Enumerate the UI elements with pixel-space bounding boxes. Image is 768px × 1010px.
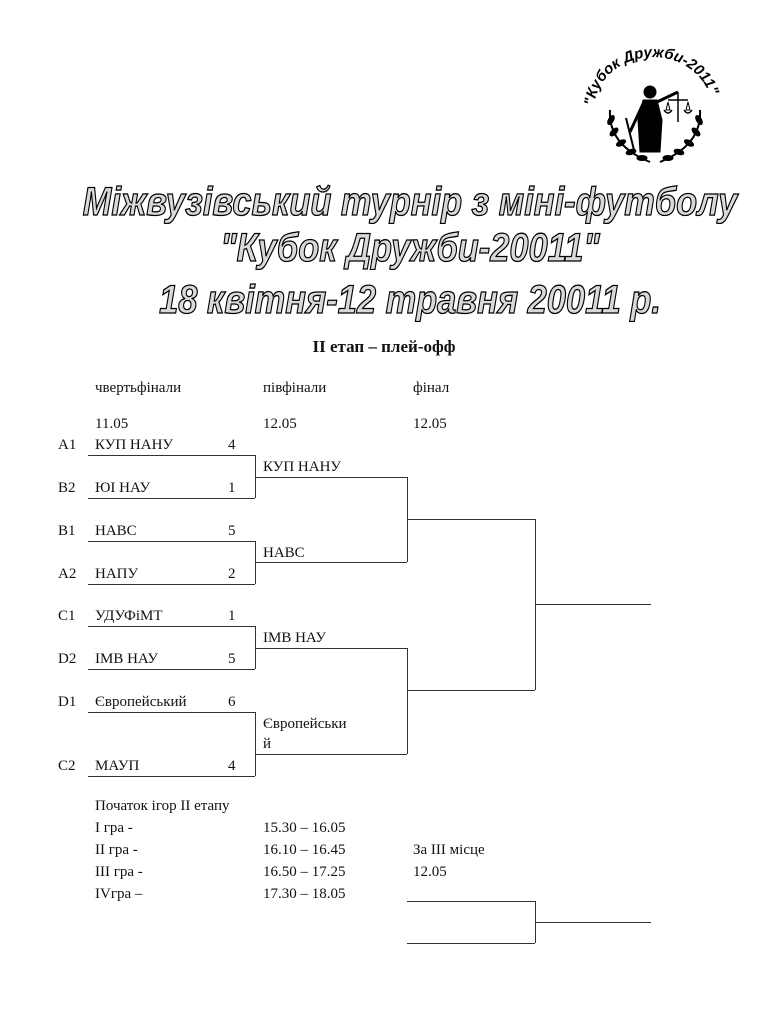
sf-team: й (263, 736, 272, 752)
qf-team: КУП НАНУ (95, 437, 174, 453)
qf-score: 1 (228, 608, 236, 624)
qf-score: 4 (228, 437, 236, 453)
schedule-game-time: 16.50 – 17.25 (263, 864, 346, 880)
bracket-line (407, 648, 408, 754)
qf-team: Європейський (95, 694, 187, 710)
schedule-game-time: 15.30 – 16.05 (263, 820, 346, 836)
column-label-quarterfinals: чвертьфінали (95, 380, 182, 396)
stage-title: ІІ етап – плей-офф (312, 337, 456, 356)
bracket-line (255, 648, 407, 649)
bracket-line (407, 943, 535, 944)
qf-seed: C2 (58, 758, 76, 774)
bracket-line (407, 519, 535, 520)
qf-seed: B2 (58, 480, 76, 496)
schedule-game-time: 16.10 – 16.45 (263, 842, 346, 858)
champion-line (535, 604, 651, 605)
schedule-title: Початок ігор ІІ етапу (95, 798, 230, 814)
schedule-game-label: І гра - (95, 820, 133, 836)
bracket-line (407, 901, 535, 902)
qf-team: НАПУ (95, 566, 139, 582)
qf-score: 4 (228, 758, 236, 774)
qf-score: 6 (228, 694, 236, 710)
column-label-semifinals: півфінали (263, 380, 327, 396)
bracket-line (88, 541, 255, 542)
qf-seed: A1 (58, 437, 77, 453)
schedule-game-label: ІІ гра - (95, 842, 138, 858)
qf-score: 1 (228, 480, 236, 496)
column-date-quarterfinals: 11.05 (95, 416, 129, 432)
qf-seed: B1 (58, 523, 76, 539)
bracket-line (88, 626, 255, 627)
schedule-game-time: 17.30 – 18.05 (263, 886, 346, 902)
themis-icon (626, 86, 692, 152)
sf-team: Європейськи (263, 716, 347, 732)
qf-team: НАВС (95, 523, 137, 539)
column-date-semifinals: 12.05 (263, 416, 297, 432)
third-place-winner-line (535, 922, 651, 923)
bracket-line (255, 754, 407, 755)
schedule-game-label: ІІІ гра - (95, 864, 143, 880)
bracket-line (88, 455, 255, 456)
bracket-line (88, 669, 255, 670)
header-line-3: 18 квітня-12 травня 20011 р. (159, 278, 661, 322)
qf-score: 5 (228, 523, 236, 539)
logo-text: "Кубок Дружби-2011" (581, 43, 723, 107)
sf-team: НАВС (263, 545, 305, 561)
column-label-final: фінал (413, 380, 450, 396)
sf-team: ІМВ НАУ (263, 630, 327, 646)
qf-score: 2 (228, 566, 236, 582)
bracket-line (255, 562, 407, 563)
header-line-1: Міжвузівський турнір з міні-футболу (82, 180, 738, 224)
bracket-line (88, 584, 255, 585)
qf-team: УДУФіМТ (95, 608, 163, 624)
bracket-line (255, 712, 256, 776)
bracket-line (88, 712, 255, 713)
bracket-line (255, 477, 407, 478)
tournament-logo (580, 40, 730, 170)
qf-seed: A2 (58, 566, 77, 582)
column-date-final: 12.05 (413, 416, 447, 432)
header-line-2: "Кубок Дружби-20011" (220, 226, 600, 270)
bracket-line (88, 498, 255, 499)
qf-team: ЮІ НАУ (95, 480, 151, 496)
sf-team: КУП НАНУ (263, 459, 342, 475)
qf-team: МАУП (95, 758, 140, 774)
bracket-line (407, 690, 535, 691)
qf-team: ІМВ НАУ (95, 651, 159, 667)
third-place-label: За ІІІ місце (413, 842, 485, 858)
schedule-game-label: ІVгра – (95, 886, 143, 902)
third-place-date: 12.05 (413, 864, 447, 880)
qf-seed: D2 (58, 651, 77, 667)
qf-seed: D1 (58, 694, 77, 710)
qf-score: 5 (228, 651, 236, 667)
qf-seed: C1 (58, 608, 76, 624)
bracket-line (88, 776, 255, 777)
